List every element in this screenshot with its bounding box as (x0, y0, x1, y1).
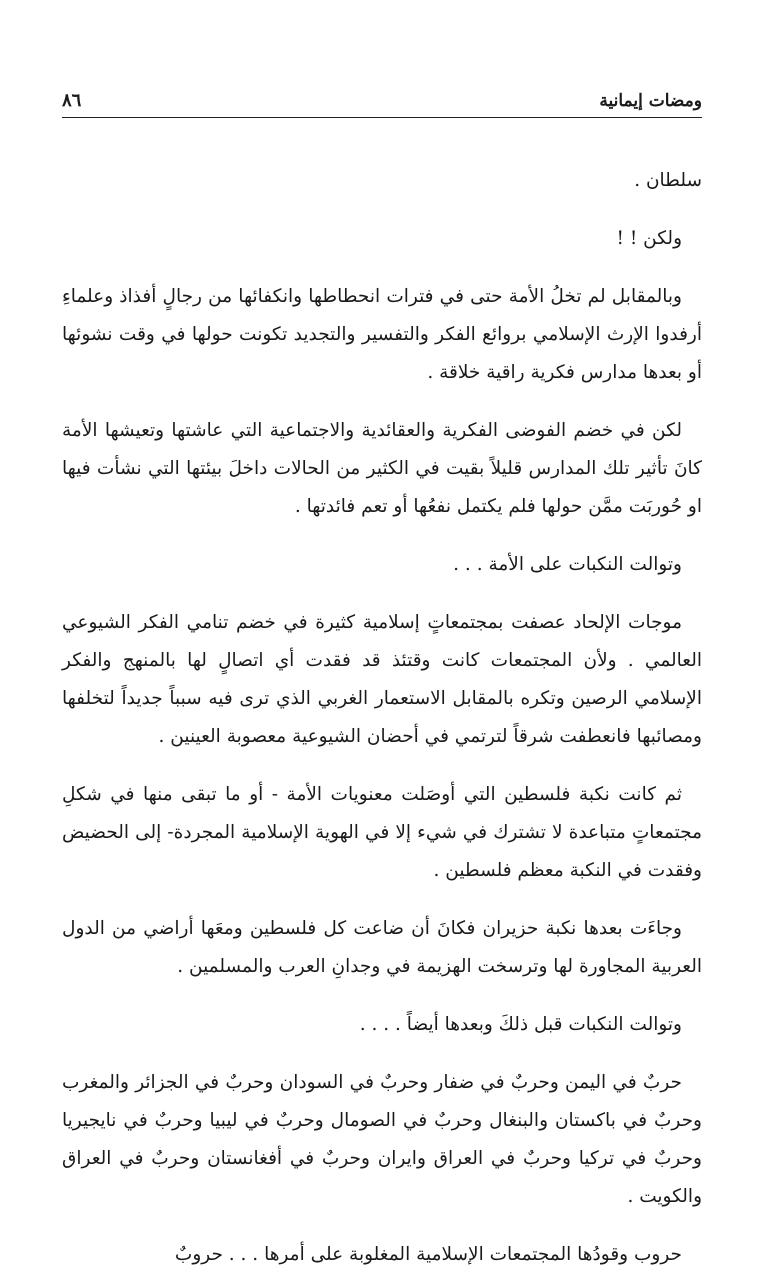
page-number: ٨٦ (62, 90, 82, 111)
page-body (62, 118, 702, 1274)
paragraph-8: وجاءَت بعدها نكبة حزيران فكانَ أن ضاعت كل فلسطين ومعَها أراضي من الدول العربية المجاورة لها وترسخت الهزيمة في وجدانِ العرب والمسلمين . (62, 918, 702, 977)
paragraph-7: ثم كانت نكبة فلسطين التي أوصَلت معنويات الأمة - أو ما تبقى منها في شكلِ مجتمعاتٍ متباعدة لا تشترك في شيء إلا في الهوية الإسلامية المجردة- إلى الحضيض وفقدت في النكبة معظم فلسطين . (62, 784, 702, 881)
paragraph-3: وبالمقابل لم تخلُ الأمة حتى في فترات انحطاطها وانكفائها من رجالٍ أفذاذ وعلماءِ أرفدوا الإرث الإسلامي بروائع الفكر والتفسير والتجديد تكونت حولها في وقت نشوئها أو بعدها مدارس فكرية راقية خلاقة . (62, 286, 702, 383)
running-header (62, 90, 702, 118)
paragraph-10: حربٌ في اليمن وحربٌ في ضفار وحربٌ في السودان وحربٌ في الجزائر والمغرب وحربٌ في باكستان والبنغال وحربٌ في الصومال وحربٌ في ليبيا وحربٌ في نايجيريا وحربٌ في تركيا وحربٌ في العراق وايران وحربٌ في أفغانستان وحربٌ في العراق والكويت . (62, 1072, 702, 1207)
paragraph-6: موجات الإلحاد عصفت بمجتمعاتٍ إسلامية كثيرة في خضم تنامي الفكر الشيوعي العالمي . ولأن المجتمعات كانت وقتئذ قد فقدت أي اتصالٍ لها بالمنهج والفكر الإسلامي الرصين وتكره بالمقابل الاستعمار الغربي الذي ترى فيه سبباً جديداً لتخلفها ومصائبها فانعطفت شرقاً لترتمي في أحضان الشيوعية معصوبة العينين . (62, 612, 702, 747)
running-title: ومضات إيمانية (599, 91, 702, 111)
paragraph-5: وتوالت النكبات على الأمة . . . (453, 554, 682, 575)
paragraph-9: وتوالت النكبات قبل ذلكَ وبعدها أيضاً . . . . (359, 1014, 682, 1035)
paragraph-11: حروب وقودُها المجتمعات الإسلامية المغلوبة على أمرها . . . حروبٌ (174, 1244, 682, 1265)
book-page (62, 90, 702, 1274)
paragraph-2: ولكن ! ! (616, 228, 682, 249)
paragraph-1: سلطان . (634, 170, 702, 191)
paragraph-4: لكن في خضم الفوضى الفكرية والعقائدية والاجتماعية التي عاشتها وتعيشها الأمة كانَ تأثير تلك المدارس قليلاً بقيت في الكثير من الحالات داخلَ بيئتها التي نشأت فيها او حُوربَت ممَّن حولها فلم يكتمل نفعُها أو تعم فائدتها . (62, 420, 702, 517)
